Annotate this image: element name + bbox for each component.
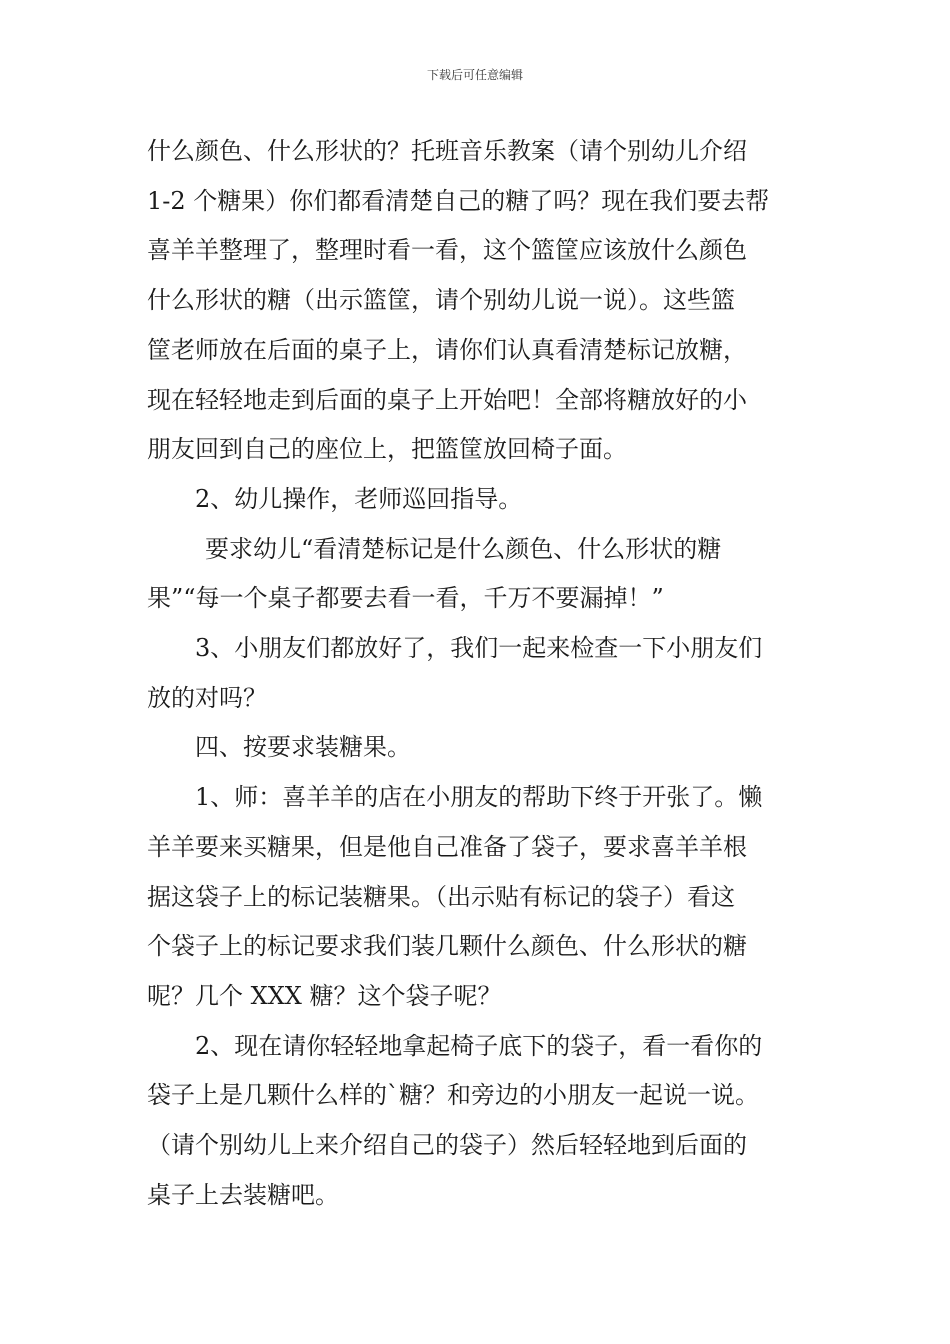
text-line: 1、师：喜羊羊的店在小朋友的帮助下终于开张了。懒 [195,783,763,812]
text-line: 1-2 个糖果）你们都看清楚自己的糖了吗？现在我们要去帮 [147,186,770,215]
text-line: （请个别幼儿上来介绍自己的袋子）然后轻轻地到后面的 [147,1131,747,1160]
paragraph [147,1022,807,1221]
text-line: 放的对吗？ [147,683,267,712]
text-line: 果”“每一个桌子都要去看一看，千万不要漏掉！” [147,584,664,613]
text-line: 袋子上是几颗什么样的`糖？和旁边的小朋友一起说一说。 [147,1081,759,1110]
text-line: 个袋子上的标记要求我们装几颗什么颜色、什么形状的糖 [147,932,747,961]
paragraph [147,127,807,475]
text-line: 桌子上去装糖吧。 [147,1180,339,1209]
text-line: 2、幼儿操作，老师巡回指导。 [195,484,523,513]
text-line: 什么形状的糖（出示篮筐，请个别幼儿说一说）。这些篮 [147,286,735,315]
paragraph [147,723,807,773]
text-line: 现在轻轻地走到后面的桌子上开始吧！全部将糖放好的小 [147,385,747,414]
text-line: 3、小朋友们都放好了，我们一起来检查一下小朋友们 [195,634,763,663]
paragraph [147,773,807,1022]
paragraph [147,525,807,624]
text-line: 四、按要求装糖果。 [195,733,411,762]
paragraph [147,624,807,723]
text-line: 朋友回到自己的座位上，把篮筐放回椅子面。 [147,435,627,464]
text-line: 呢？几个 XXX 糖？这个袋子呢？ [147,981,502,1010]
text-line: 据这袋子上的标记装糖果。（出示贴有标记的袋子）看这 [147,882,735,911]
paragraph [147,475,807,525]
text-line: 喜羊羊整理了，整理时看一看，这个篮筐应该放什么颜色 [147,236,747,265]
text-line: 2、现在请你轻轻地拿起椅子底下的袋子，看一看你的 [195,1031,763,1060]
document-body [147,127,807,1220]
page-header: 下载后可任意编辑 [426,68,523,82]
text-line: 要求幼儿“看清楚标记是什么颜色、什么形状的糖 [205,534,722,563]
text-line: 羊羊要来买糖果，但是他自己准备了袋子，要求喜羊羊根 [147,832,747,861]
text-line: 筐老师放在后面的桌子上，请你们认真看清楚标记放糖， [147,335,747,364]
text-line: 什么颜色、什么形状的？托班音乐教案（请个别幼儿介绍 [147,137,747,165]
